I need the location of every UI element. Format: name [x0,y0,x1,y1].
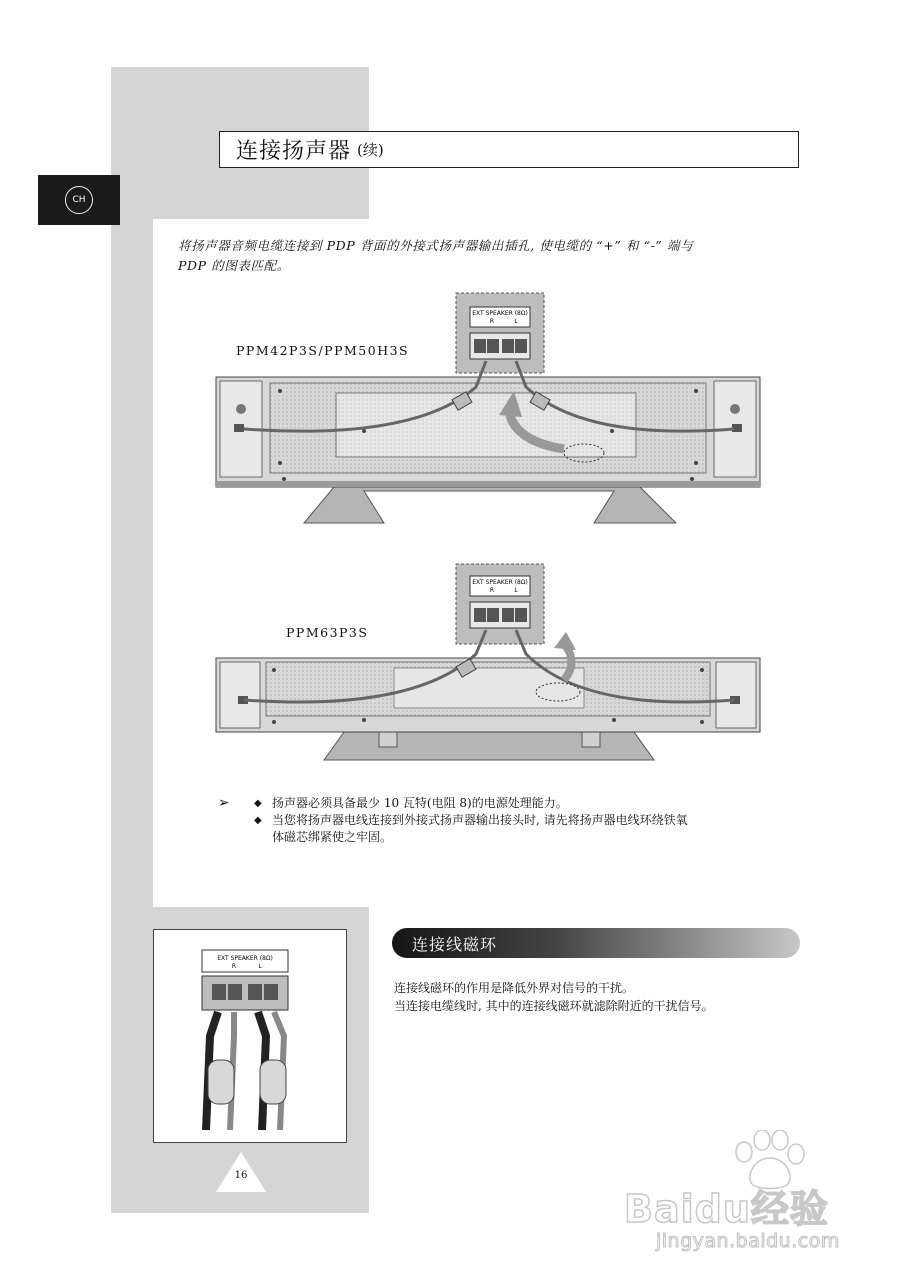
jack-r-2: R [489,587,495,594]
model-label-1: PPM42P3S/PPM50H3S [236,343,410,358]
note-item-1 [254,795,772,812]
jack-l-2: L [514,587,518,594]
model-label-2: PPM63P3S [286,625,369,640]
section-title: 连接线磁环 [412,934,498,954]
intro-line-1: 将扬声器音频电缆连接到 PDP 背面的外接式扬声器输出插孔, 使电缆的 “+” 和 “-” 端与 [178,238,694,253]
jack-label-1: EXT SPEAKER (8Ω) [472,310,528,317]
section-body-line-1: 连接线磁环的作用是降低外界对信号的干扰。 [394,981,635,995]
jack-r-1: R [489,318,495,325]
jack-label-3: EXT SPEAKER (8Ω) [217,955,273,962]
baidu-watermark [624,1130,894,1270]
watermark-url: jingyan.baidu.com [656,1230,840,1252]
gray-band-left [111,219,153,907]
jack-r-3: R [231,963,237,970]
language-tab [38,175,120,225]
jack-l-3: L [258,963,262,970]
note-text-2-line-2: 体磁芯绑紧使之牢固。 [272,830,393,844]
jack-label-2: EXT SPEAKER (8Ω) [472,579,528,586]
section-body-line-2: 当连接电缆线时, 其中的连接线磁环就滤除附近的干扰信号。 [394,999,714,1013]
note-arrow-icon: ➢ [218,795,230,811]
page-title-box [219,131,799,168]
section-body [394,979,794,1015]
intro-line-2: PDP 的图表匹配。 [178,258,290,273]
page-number: 16 [234,1170,248,1181]
intro-paragraph [178,236,798,276]
bullet-icon: ◆ [254,815,262,826]
language-badge: CH [65,186,93,214]
ferrite-core-diagram [154,930,346,1142]
note-item-2 [254,812,772,846]
ferrite-core-figure-frame [153,929,347,1143]
jack-l-1: L [514,318,518,325]
section-header [392,928,800,958]
note-text-2 [272,812,772,846]
page-number-marker [216,1152,266,1192]
rear-panel-diagram-1 [214,291,762,531]
bullet-icon: ◆ [254,798,262,809]
watermark-brand: Baidu经验 [624,1187,829,1231]
page-title-continued: (续) [357,141,384,159]
note-text-2-line-1: 当您将扬声器电线连接到外接式扬声器输出接头时, 请先将扬声器电线环绕铁氧 [272,813,688,827]
rear-panel-diagram-2 [214,562,762,772]
page-title: 连接扬声器 [236,139,352,164]
note-text-1: 扬声器必须具备最少 10 瓦特(电阻 8)的电源处理能力。 [272,796,568,810]
